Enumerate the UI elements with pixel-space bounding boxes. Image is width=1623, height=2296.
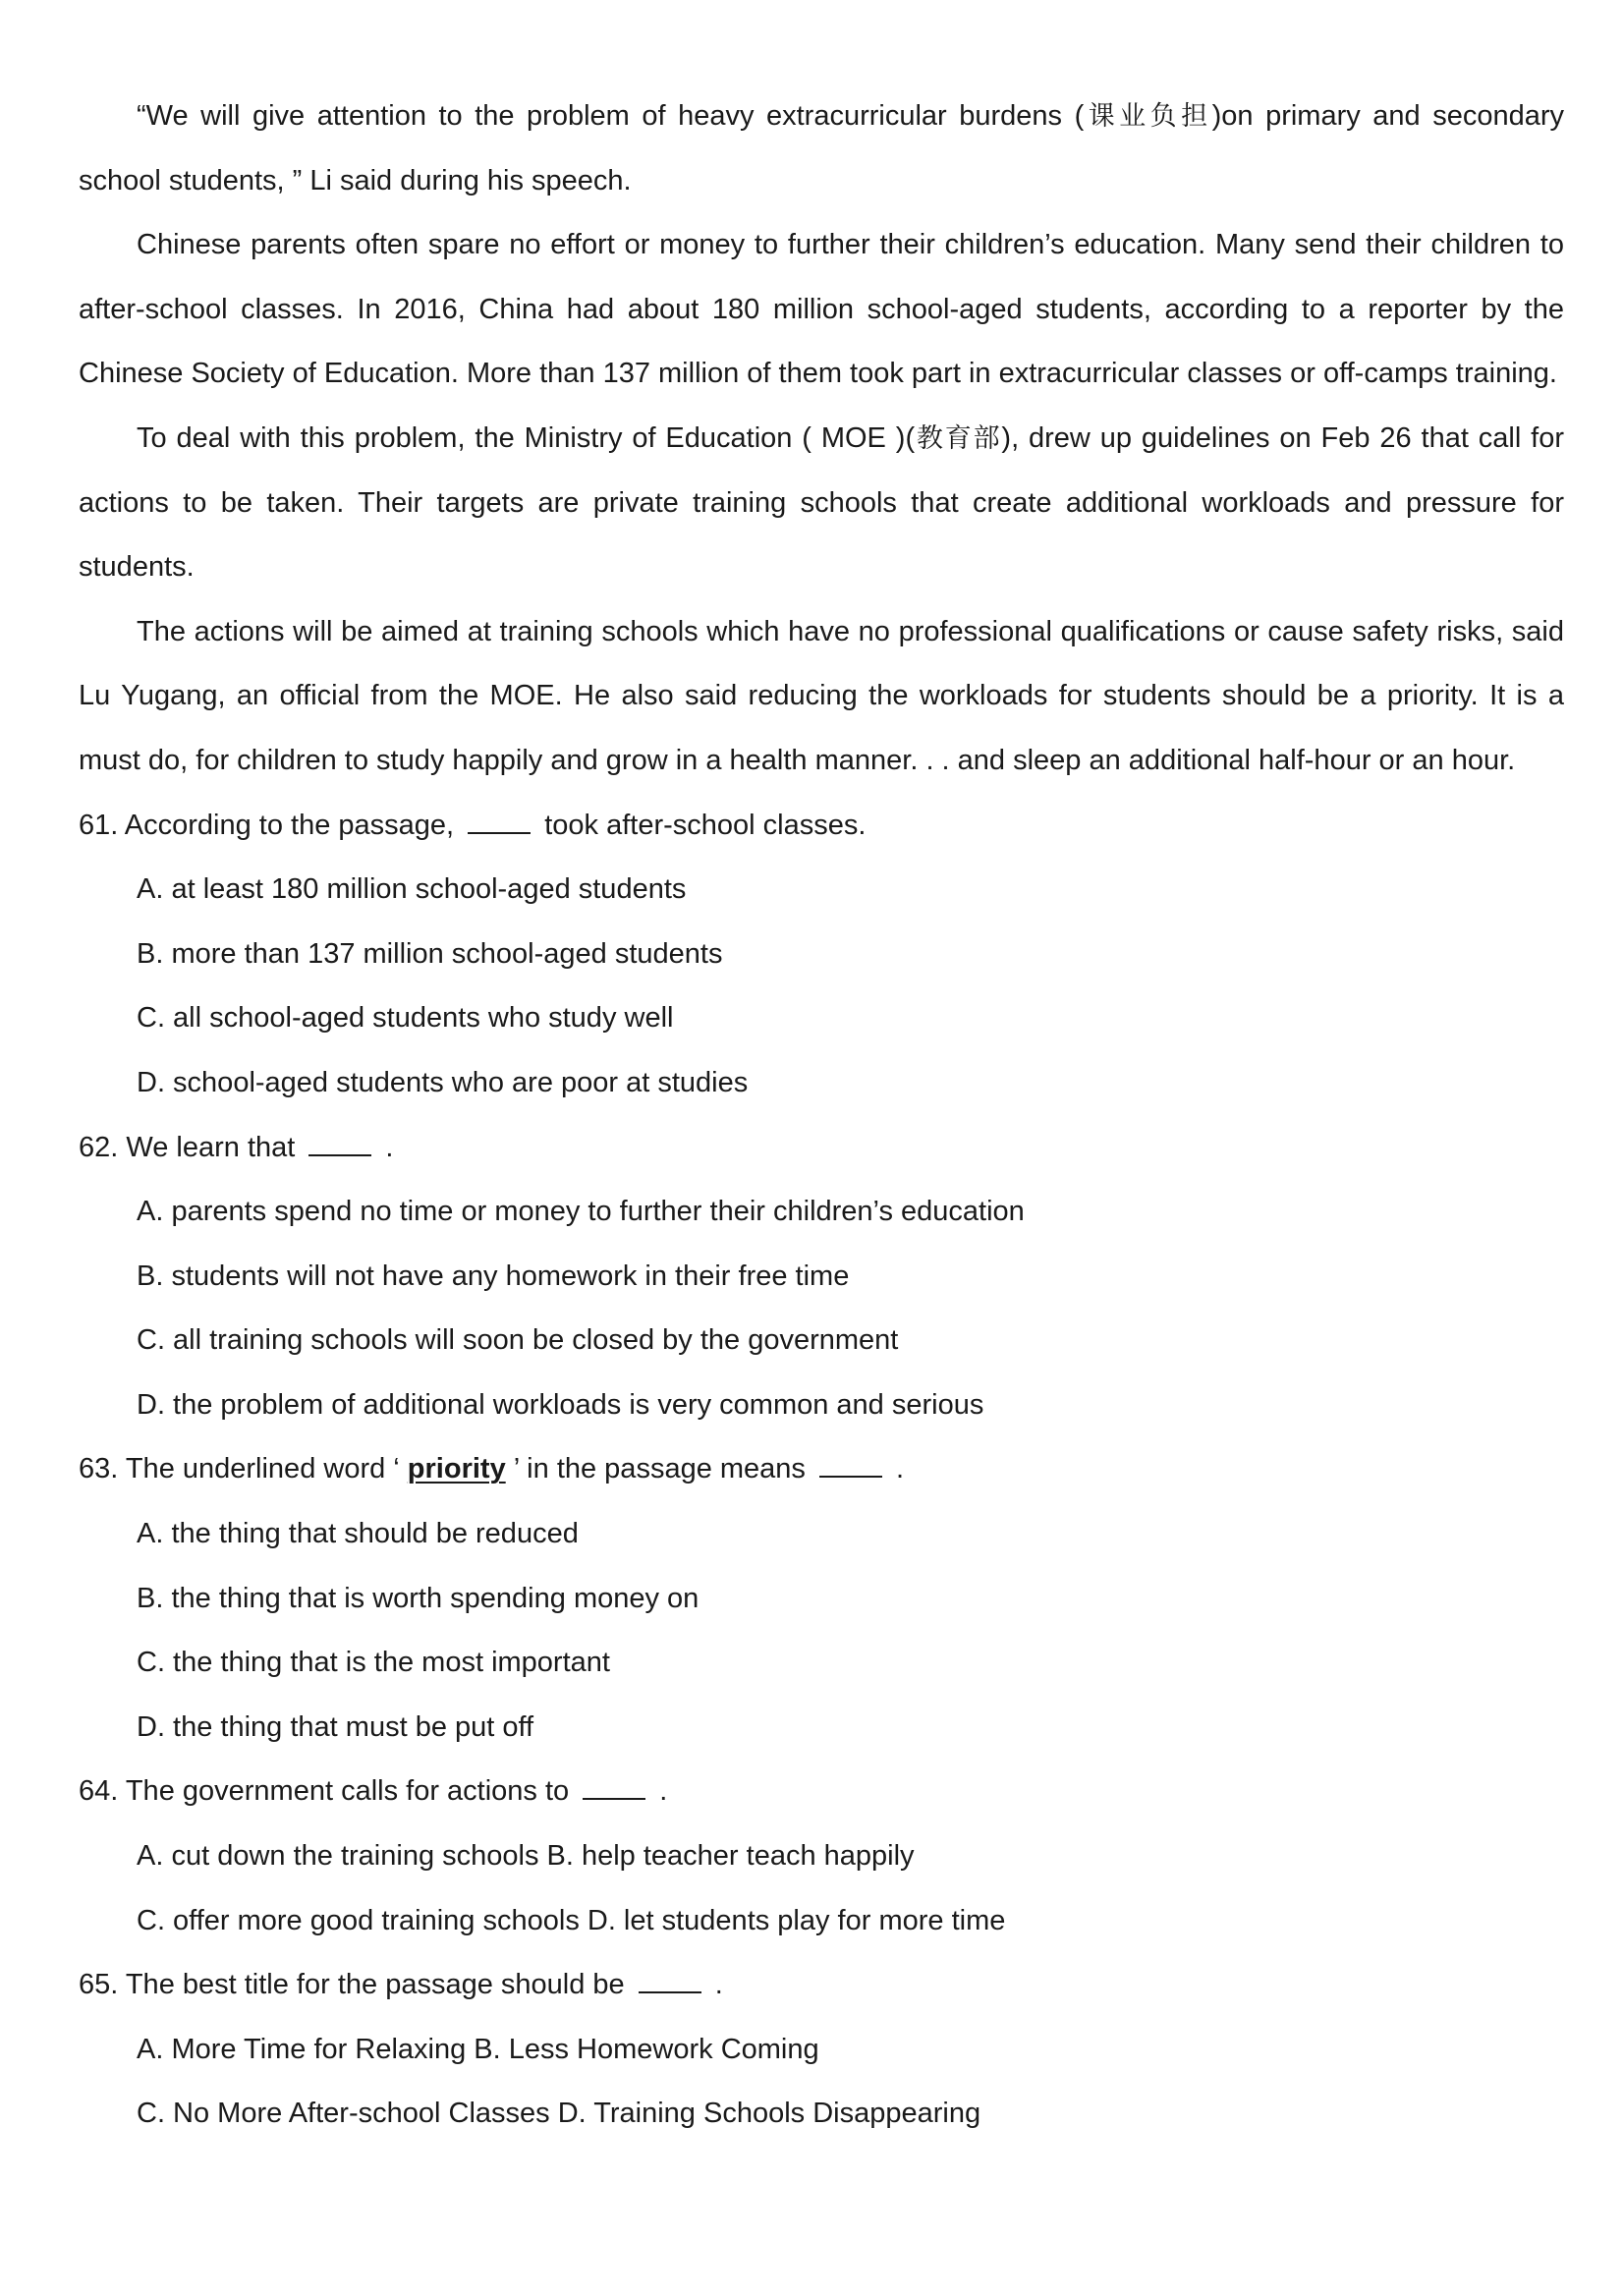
option-63-a: A. the thing that should be reduced <box>137 1518 579 1550</box>
question-65 <box>79 1953 1564 2018</box>
passage-text: To deal with this problem, the Ministry of Education ( MOE )( <box>137 421 916 454</box>
passage-text: “We will give attention to the problem of heavy extracurricular burdens ( <box>137 100 1085 132</box>
passage-text: )on primary and secondary school students, ” Li said during his speech. <box>79 100 1564 196</box>
question-stem: ’ in the passage means <box>505 1453 813 1485</box>
answer-blank <box>308 1133 371 1156</box>
passage-text: ), drew up guidelines on Feb 26 that call for actions to be taken. Their targets are private training schools that create additional workloads and pressure for students. <box>79 421 1565 584</box>
option-62-b: B. students will not have any homework in their free time <box>137 1260 850 1292</box>
question-63 <box>79 1437 1564 1502</box>
question-stem: 64. The government calls for actions to <box>79 1775 578 1808</box>
question-stem: 65. The best title for the passage should be <box>79 1969 633 2001</box>
question-stem: . <box>651 1775 668 1808</box>
option-65-ab: A. More Time for Relaxing B. Less Homework Coming <box>137 2033 819 2065</box>
question-stem: . <box>887 1453 905 1485</box>
option-63-b: B. the thing that is worth spending money on <box>137 1582 700 1614</box>
option-62-d: D. the problem of additional workloads is very common and serious <box>137 1388 984 1421</box>
chinese-gloss: 教育部 <box>915 422 1002 454</box>
question-64 <box>79 1760 1564 1824</box>
option-65-cd: C. No More After-school Classes D. Training Schools Disappearing <box>137 2098 981 2130</box>
option-63-c: C. the thing that is the most important <box>137 1647 610 1679</box>
answer-blank <box>468 811 531 834</box>
exam-page <box>79 84 1564 2147</box>
answer-blank <box>639 1970 701 1993</box>
question-stem: 63. The underlined word ‘ <box>79 1453 408 1485</box>
question-stem: 62. We learn that <box>79 1131 304 1163</box>
question-stem: took after-school classes. <box>536 809 867 841</box>
question-61 <box>79 794 1564 859</box>
passage-paragraph-2: Chinese parents often spare no effort or money to further their children’s education. Many send their children to after-school classes. In 2016, China had about 180 million school-aged students, according to a reporter by the Chinese Society of Education. More than 137 million of them took part in extracurricular classes or off-camps training. <box>79 229 1564 390</box>
passage-paragraph-1 <box>79 84 1564 213</box>
question-stem: . <box>377 1131 394 1163</box>
question-stem: 61. According to the passage, <box>79 809 463 841</box>
passage-paragraph-4: The actions will be aimed at training schools which have no professional qualifications or cause safety risks, said Lu Yugang, an official from the MOE. He also said reducing the workloads for students should be a priority. It is a must do, for children to study happily and grow in a health manner. . . and sleep an additional half-hour or an hour. <box>79 615 1564 776</box>
answer-blank <box>583 1776 645 1800</box>
option-61-b: B. more than 137 million school-aged students <box>137 937 723 970</box>
question-62 <box>79 1116 1564 1181</box>
option-62-a: A. parents spend no time or money to further their children’s education <box>137 1196 1025 1228</box>
chinese-gloss: 课业负担 <box>1084 101 1212 132</box>
option-64-ab: A. cut down the training schools B. help teacher teach happily <box>137 1840 915 1873</box>
passage-paragraph-3 <box>79 407 1564 600</box>
option-63-d: D. the thing that must be put off <box>137 1710 534 1743</box>
option-64-cd: C. offer more good training schools D. let students play for more time <box>137 1904 1006 1936</box>
answer-blank <box>819 1454 882 1478</box>
option-61-a: A. at least 180 million school-aged students <box>137 873 687 906</box>
option-61-c: C. all school-aged students who study well <box>137 1002 674 1035</box>
option-62-c: C. all training schools will soon be closed by the government <box>137 1324 899 1357</box>
option-61-d: D. school-aged students who are poor at studies <box>137 1066 749 1098</box>
question-stem: . <box>706 1969 723 2001</box>
underlined-word: priority <box>407 1453 506 1485</box>
